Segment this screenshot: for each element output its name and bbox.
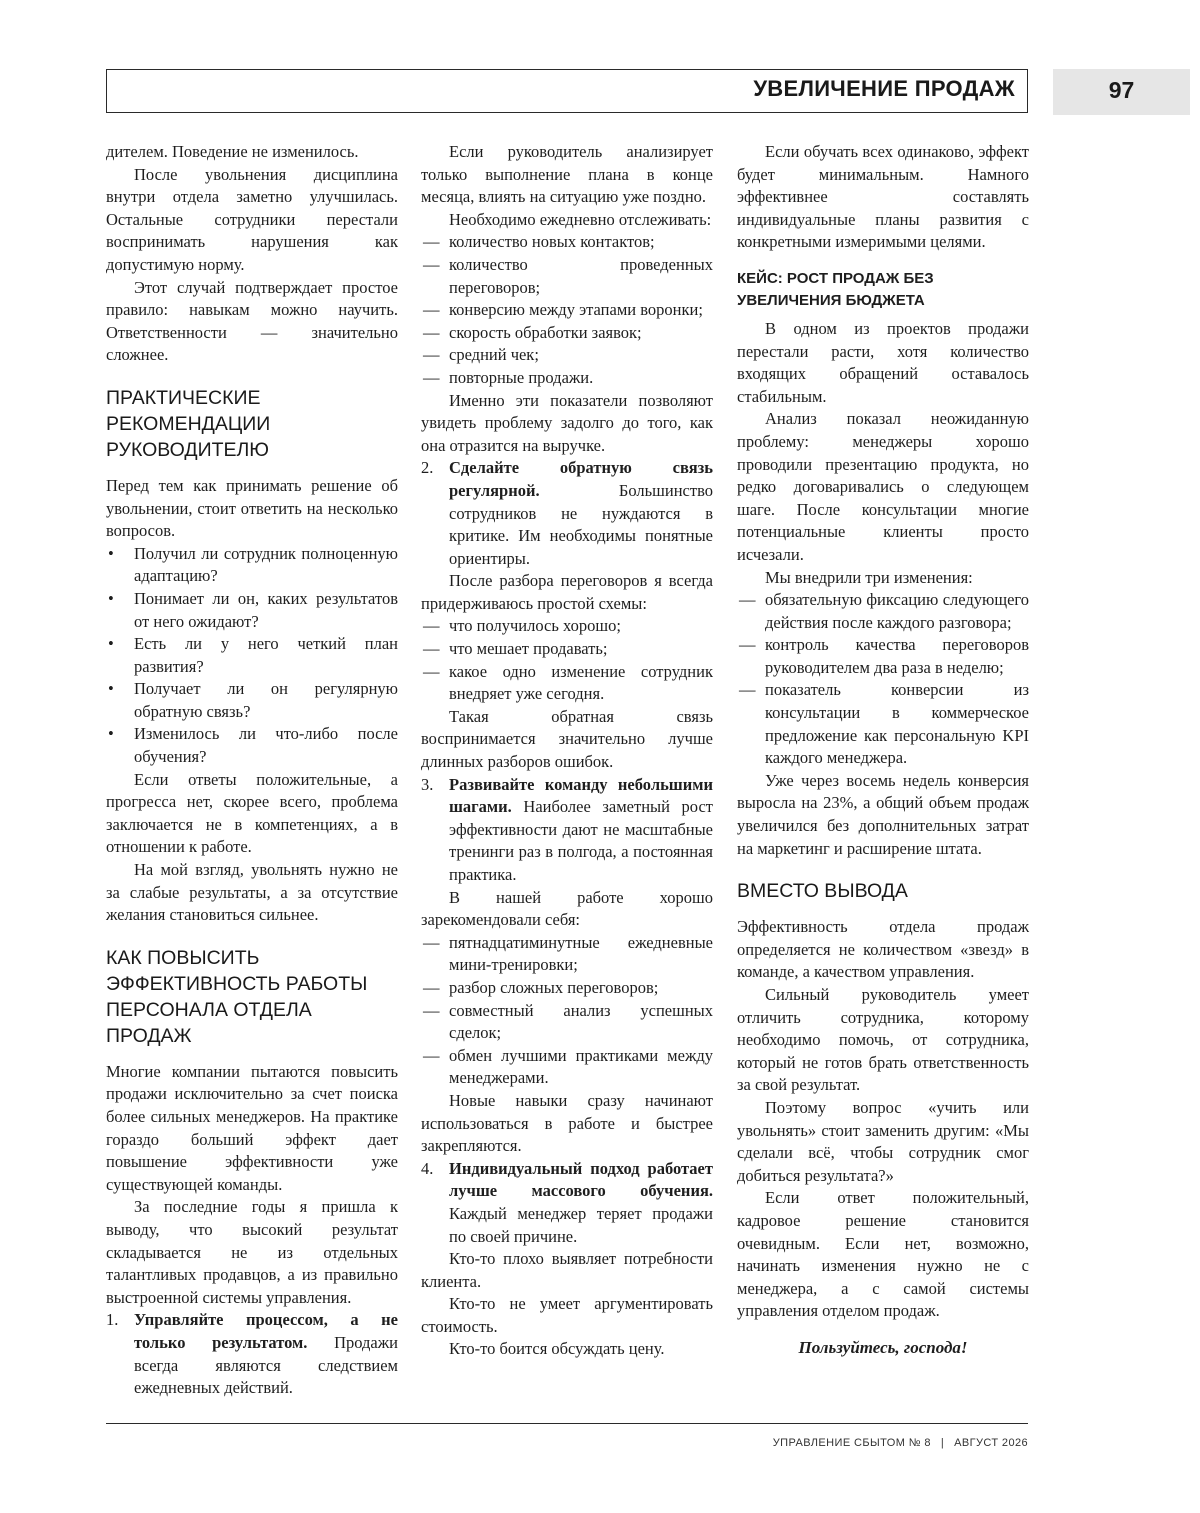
paragraph: Поэтому вопрос «учить или увольнять» стоит заменить другим: «Мы сделали всё, чтобы сотрудник смог добиться результата?» xyxy=(737,1097,1029,1185)
paragraph: Уже через восемь недель конверсия выросла на 23%, а общий объем продаж увеличился без дополнительных затрат на маркетинг и расширение штата. xyxy=(737,770,1029,858)
list-item: — конверсию между этапами воронки; xyxy=(423,300,703,320)
list-item: — количество проведенных переговоров; xyxy=(423,254,713,297)
paragraph: дителем. Поведение не изменилось. xyxy=(106,142,359,161)
list-item: — что мешает продавать; xyxy=(423,639,608,659)
paragraph: Кто-то боится обсуждать цену. xyxy=(449,1339,665,1359)
numbered-list xyxy=(421,457,713,570)
page-number-box xyxy=(1053,69,1190,115)
footer xyxy=(773,1437,1028,1449)
bullet-marker: • xyxy=(108,588,114,608)
metrics-list xyxy=(421,231,713,389)
paragraph: Сильный руководитель умеет отличить сотрудника, которому необходимо помочь, от сотрудника, который не готов брать ответственность за свой результат. xyxy=(737,985,1029,1095)
list-item: — обязательную фиксацию следующего действия после каждого разговора; xyxy=(739,590,1029,632)
list-item: 3. Развивайте команду небольшими шагами. Наиболее заметный рост эффективности дают не масштабные тренинги раз в полгода, а постоянная практика. xyxy=(421,774,713,884)
list-item: • Изменилось ли что-либо после обучения? xyxy=(108,724,398,767)
list-item: — повторные продажи. xyxy=(423,367,594,387)
paragraph: Этот случай подтверждает простое правило: навыкам можно научить. Ответственности — значительно сложнее. xyxy=(106,277,398,365)
paragraph: За последние годы я пришла к выводу, что высокий результат складывается не из отдельных талантливых продавцов, а из правильно выстроенной системы управления. xyxy=(106,1197,398,1307)
paragraph: Анализ показал неожиданную проблему: менеджеры хорошо проводили презентацию продукта, но редко договаривались о следующем шаге. После консультации многие потенциальные клиенты просто исчезали. xyxy=(737,409,1029,564)
bullet-marker: • xyxy=(108,634,114,654)
paragraph: На мой взгляд, увольнять нужно не за слабые результаты, а за отсутствие желания становиться сильнее. xyxy=(106,860,398,925)
list-item: • Получает ли он регулярную обратную связь? xyxy=(108,679,398,721)
list-item: • Понимает ли он, каких результатов от него ожидают? xyxy=(108,588,398,631)
paragraph: В одном из проектов продажи перестали расти, хотя количество входящих обращений оставалось стабильным. xyxy=(737,318,1029,406)
closing-line: Пользуйтесь, господа! xyxy=(798,1337,968,1357)
case-heading: КЕЙС: РОСТ ПРОДАЖ БЕЗ УВЕЛИЧЕНИЯ БЮДЖЕТА xyxy=(737,269,934,309)
list-item: • Есть ли у него четкий план развития? xyxy=(108,634,398,676)
paragraph: Многие компании пытаются повысить продажи исключительно за счет поиска более сильных менеджеров. На практике гораздо больший эффект дает повышение эффективности уже существующей команды. xyxy=(106,1061,398,1194)
list-item: — средний чек; xyxy=(423,345,539,365)
list-item: — какое одно изменение сотрудник внедряет уже сегодня. xyxy=(423,661,713,704)
numbered-list xyxy=(106,1309,398,1399)
list-item: — пятнадцатиминутные ежедневные мини-тренировки; xyxy=(423,932,713,975)
column-3 xyxy=(737,141,1029,1360)
list-item: — совместный анализ успешных сделок; xyxy=(423,1000,713,1043)
column-1 xyxy=(106,141,398,1400)
list-item: — количество новых контактов; xyxy=(423,232,655,252)
list-item: 1. Управляйте процессом, а не только результатом. Продажи всегда являются следствием ежедневных действий. xyxy=(106,1310,398,1398)
paragraph: После увольнения дисциплина внутри отдела заметно улучшилась. Остальные сотрудники перестали воспринимать нарушения как допустимую норму. xyxy=(106,164,398,274)
list-item: 4. Индивидуальный подход работает лучше массового обучения. Каждый менеджер теряет продажи по своей причине. xyxy=(421,1158,713,1246)
numbered-list xyxy=(421,774,713,887)
bullet-marker: • xyxy=(108,679,114,699)
page-number: 97 xyxy=(1108,77,1135,103)
paragraph: После разбора переговоров я всегда придерживаюсь простой схемы: xyxy=(421,571,713,613)
practices-list xyxy=(421,932,713,1090)
paragraph: Если ответ положительный, кадровое решение становится очевидным. Если нет, возможно, начинать изменения нужно не с менеджера, а с самой системы управления отделом продаж. xyxy=(737,1188,1029,1321)
list-item: • Получил ли сотрудник полноценную адаптацию? xyxy=(108,543,398,586)
footer-divider xyxy=(106,1423,1028,1424)
paragraph: Если руководитель анализирует только выполнение плана в конце месяца, влиять на ситуацию уже поздно. xyxy=(421,142,713,207)
section-heading-practical: ПРАКТИЧЕСКИЕ РЕКОМЕНДАЦИИ РУКОВОДИТЕЛЮ xyxy=(106,386,271,461)
section-heading-conclusion: ВМЕСТО ВЫВОДА xyxy=(737,880,908,903)
paragraph: Если обучать всех одинаково, эффект будет минимальным. Намного эффективнее составлять индивидуальные планы развития с конкретными измеримыми целями. xyxy=(737,142,1029,252)
scheme-list xyxy=(421,615,713,705)
list-item: — что получилось хорошо; xyxy=(423,616,621,636)
list-item: — обмен лучшими практиками между менеджерами. xyxy=(423,1045,713,1088)
paragraph: Мы внедрили три изменения: xyxy=(765,567,973,587)
bullet-marker: • xyxy=(108,543,114,563)
paragraph: Именно эти показатели позволяют увидеть проблему задолго до того, как она отразится на выручке. xyxy=(421,390,713,455)
section-header xyxy=(106,69,1028,113)
paragraph: Такая обратная связь воспринимается значительно лучше длинных разборов ошибок. xyxy=(421,706,713,772)
paragraph: Необходимо ежедневно отслеживать: xyxy=(449,209,712,229)
section-title: УВЕЛИЧЕНИЕ ПРОДАЖ xyxy=(753,76,1015,101)
paragraph: Кто-то плохо выявляет потребности клиента. xyxy=(421,1249,713,1291)
list-item: — разбор сложных переговоров; xyxy=(423,977,659,997)
publication-name: УПРАВЛЕНИЕ СБЫТОМ № 8 xyxy=(772,1437,931,1449)
footer-separator: | xyxy=(940,1437,945,1449)
section-heading-how: КАК ПОВЫСИТЬ ЭФФЕКТИВНОСТЬ РАБОТЫ ПЕРСОНАЛА ОТДЕЛА ПРОДАЖ xyxy=(106,946,368,1047)
paragraph: Перед тем как принимать решение об увольнении, стоит ответить на несколько вопросов. xyxy=(106,475,398,541)
paragraph: Кто-то не умеет аргументировать стоимость. xyxy=(421,1294,713,1336)
numbered-list xyxy=(421,1158,713,1248)
list-item: — скорость обработки заявок; xyxy=(423,322,642,342)
paragraph: В нашей работе хорошо зарекомендовали себя: xyxy=(421,887,713,930)
questions-list xyxy=(106,543,398,769)
bullet-marker: • xyxy=(108,724,114,744)
list-item: — показатель конверсии из консультации в коммерческое предложение как персональную KPI каждого менеджера. xyxy=(739,680,1029,768)
paragraph: Если ответы положительные, а прогресса нет, скорее всего, проблема заключается не в компетенциях, а в отношении к работе. xyxy=(106,769,398,857)
issue-date: АВГУСТ 2026 xyxy=(954,1437,1028,1449)
changes-list xyxy=(737,589,1029,770)
paragraph: Эффективность отдела продаж определяется не количеством «звезд» в команде, а качеством управления. xyxy=(737,917,1029,982)
column-2 xyxy=(421,141,713,1361)
paragraph: Новые навыки сразу начинают использоваться в работе и быстрее закрепляются. xyxy=(421,1090,713,1156)
list-item: — контроль качества переговоров руководителем два раза в неделю; xyxy=(739,635,1029,677)
list-item: 2. Сделайте обратную связь регулярной. Большинство сотрудников не нуждаются в критике. Им необходимы понятные ориентиры. xyxy=(421,458,713,568)
